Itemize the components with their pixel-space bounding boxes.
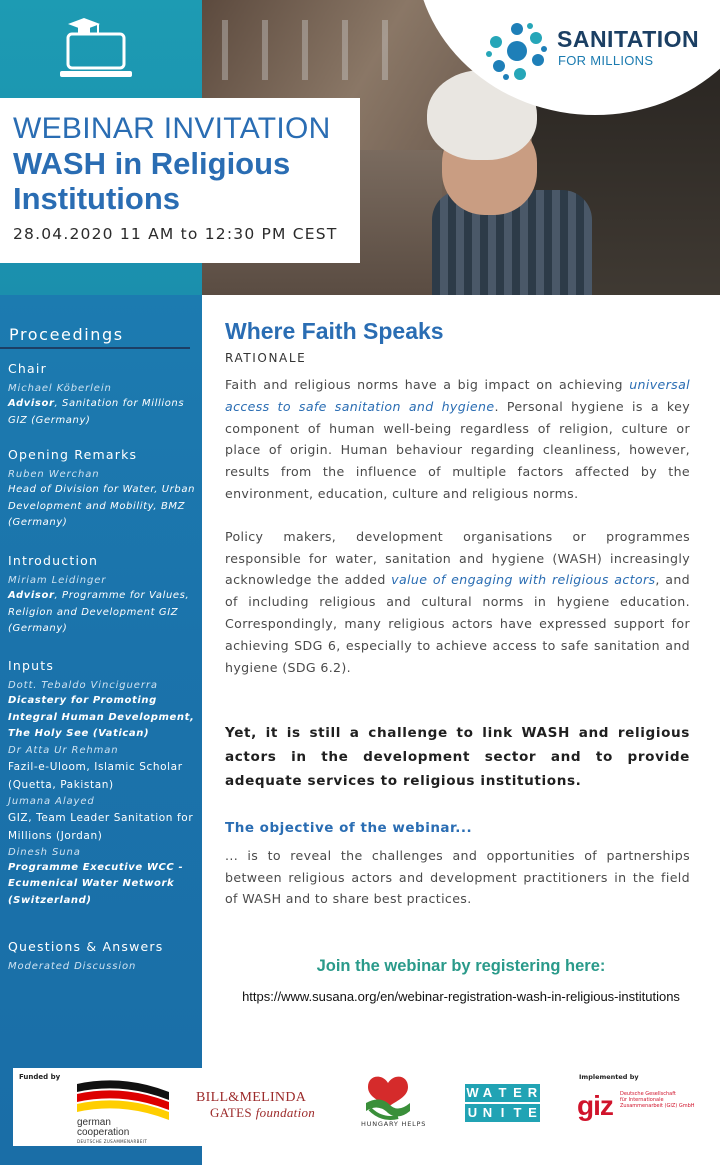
- water-unite-letter: T: [495, 1084, 510, 1102]
- giz-full-name: [620, 1091, 695, 1109]
- registration-cta: Join the webinar by registering here:: [316, 957, 606, 975]
- laptop-graduation-icon: [58, 16, 134, 82]
- webinar-title: WASH in Religious Institutions: [13, 146, 291, 216]
- gates-line-2: GATES: [210, 1105, 252, 1120]
- chair-role-title: Advisor: [8, 398, 55, 409]
- chair-name: Michael Köberlein: [8, 383, 112, 394]
- water-unite-letter: W: [466, 1085, 479, 1100]
- universal-access-link[interactable]: universal access to safe sanitation and hygiene: [225, 377, 690, 414]
- title-box: [0, 98, 360, 263]
- challenge-statement: Yet, it is still a challenge to link WASH and religious actors in the development sector and to provide adequate services to religious institutions.: [225, 725, 690, 789]
- introduction-section: [8, 553, 198, 638]
- giz-line-2: für Internationale: [620, 1097, 664, 1103]
- introduction-label: Introduction: [8, 553, 99, 568]
- para1-text-b: . Personal hygiene is a key component of human well-being regardless of religion, culture or place of origin. Human behaviour regarding cleanliness, however, results from the influence of multiple factors affected by the environment, education, culture and religious norms.: [225, 398, 690, 501]
- religious-actors-link[interactable]: value of engaging with religious actors: [391, 572, 656, 588]
- opening-remarks-section: [8, 447, 198, 532]
- partner-logos: [13, 1068, 720, 1146]
- speaker-name: Jumana Alayed: [8, 795, 95, 807]
- speaker-name: Dr Atta Ur Rehman: [8, 744, 119, 756]
- para2-text-b: , and of including religious and cultural norms in hygiene education. Correspondingly, many religious actors have expressed support for achieving SDG 6, especially to achieve access to safe sanitation and hygiene (SDG 6.2).: [225, 572, 690, 675]
- brand-tagline: FOR MILLIONS: [558, 53, 654, 68]
- inputs-section: [8, 658, 198, 909]
- chair-role: [8, 396, 198, 429]
- german-cooperation-text: [77, 1118, 129, 1138]
- qa-label: Questions & Answers: [8, 939, 164, 954]
- chair-role-org: , Sanitation for Millions GIZ (Germany): [8, 398, 185, 426]
- speaker-role: Programme Executive WCC - Ecumenical Water Network (Switzerland): [8, 861, 184, 906]
- german-cooperation-subtext: DEUTSCHE ZUSAMMENARBEIT: [77, 1139, 148, 1144]
- water-unite-letter: E: [525, 1104, 540, 1122]
- speaker-role: Dicastery for Promoting Integral Human Development, The Holy See (Vatican): [8, 695, 195, 739]
- introduction-role-org: , Programme for Values, Religion and Development GIZ (Germany): [8, 590, 190, 634]
- section-heading: Where Faith Speaks: [225, 318, 444, 344]
- gates-foundation-word: foundation: [255, 1105, 316, 1120]
- water-unite-logo: [465, 1082, 539, 1126]
- giz-logo: giz: [577, 1090, 613, 1121]
- giz-line-1: Deutsche Gesellschaft: [620, 1091, 676, 1097]
- speaker-name: Dinesh Suna: [8, 846, 81, 858]
- rationale-paragraph-2: [225, 526, 690, 679]
- german-cooperation-line-2: cooperation: [77, 1127, 130, 1138]
- opening-remarks-role: Head of Division for Water, Urban Development and Mobility, BMZ (Germany): [8, 484, 196, 528]
- main-content: [225, 318, 690, 678]
- inputs-label: Inputs: [8, 658, 55, 673]
- gates-foundation-logo: [196, 1090, 315, 1121]
- water-unite-letter: R: [525, 1084, 540, 1102]
- rationale-paragraph-1: [225, 374, 690, 505]
- water-unite-letter: U: [465, 1104, 480, 1122]
- qa-detail: Moderated Discussion: [8, 961, 137, 972]
- proceedings-divider: [0, 347, 190, 349]
- water-unite-letter: N: [480, 1104, 495, 1122]
- qa-section: [8, 939, 198, 974]
- introduction-name: Miriam Leidinger: [8, 575, 107, 586]
- funded-by-label: Funded by: [19, 1073, 61, 1081]
- speaker-name: Dott. Tebaldo Vinciguerra: [8, 680, 158, 691]
- german-cooperation-line-1: german: [77, 1117, 111, 1128]
- speaker-role: GIZ, Team Leader Sanitation for Millions (Jordan): [8, 811, 194, 842]
- introduction-role: [8, 588, 198, 638]
- objective-heading: The objective of the webinar...: [225, 820, 473, 836]
- implemented-by-label: Implemented by: [579, 1073, 639, 1081]
- water-unite-letter: T: [510, 1104, 525, 1122]
- webinar-date: 28.04.2020 11 AM to 12:30 PM CEST: [13, 225, 338, 243]
- webinar-kicker: WEBINAR INVITATION: [13, 112, 331, 145]
- gates-line-1: BILL&MELINDA: [196, 1090, 307, 1105]
- brand-name: SANITATION: [557, 26, 700, 52]
- photo-taps: [222, 20, 422, 80]
- section-subheading: RATIONALE: [225, 351, 307, 365]
- giz-line-3: Zusammenarbeit (GIZ) GmbH: [620, 1103, 695, 1109]
- chair-section: [8, 361, 198, 429]
- objective-text: ... is to reveal the challenges and opportunities of partnerships between religious actors and development practitioners in the field of WASH and to share best practices.: [225, 848, 690, 906]
- sanitation-for-millions-logo-icon: [486, 20, 548, 82]
- chair-label: Chair: [8, 361, 47, 376]
- water-unite-letter: E: [510, 1084, 525, 1102]
- water-unite-letter: I: [495, 1104, 510, 1122]
- para1-text-a: Faith and religious norms have a big impact on achieving: [225, 377, 630, 392]
- opening-remarks-label: Opening Remarks: [8, 447, 138, 462]
- hungary-helps-text: HUNGARY HELPS: [361, 1120, 427, 1128]
- proceedings-heading: Proceedings: [9, 325, 124, 344]
- introduction-role-title: Advisor: [8, 590, 55, 601]
- speaker-role: Fazil-e-Uloom, Islamic Scholar (Quetta, Pakistan): [8, 760, 183, 791]
- proceedings-sidebar: [0, 295, 202, 1165]
- water-unite-letter: A: [480, 1084, 495, 1102]
- para2-text-a: Policy makers, development organisations or programmes responsible for water, sanitation and hygiene (WASH) increasingly acknowledge the added: [225, 528, 690, 588]
- opening-remarks-name: Ruben Werchan: [8, 469, 100, 480]
- registration-link[interactable]: https://www.susana.org/en/webinar-registration-wash-in-religious-institutions: [242, 989, 680, 1004]
